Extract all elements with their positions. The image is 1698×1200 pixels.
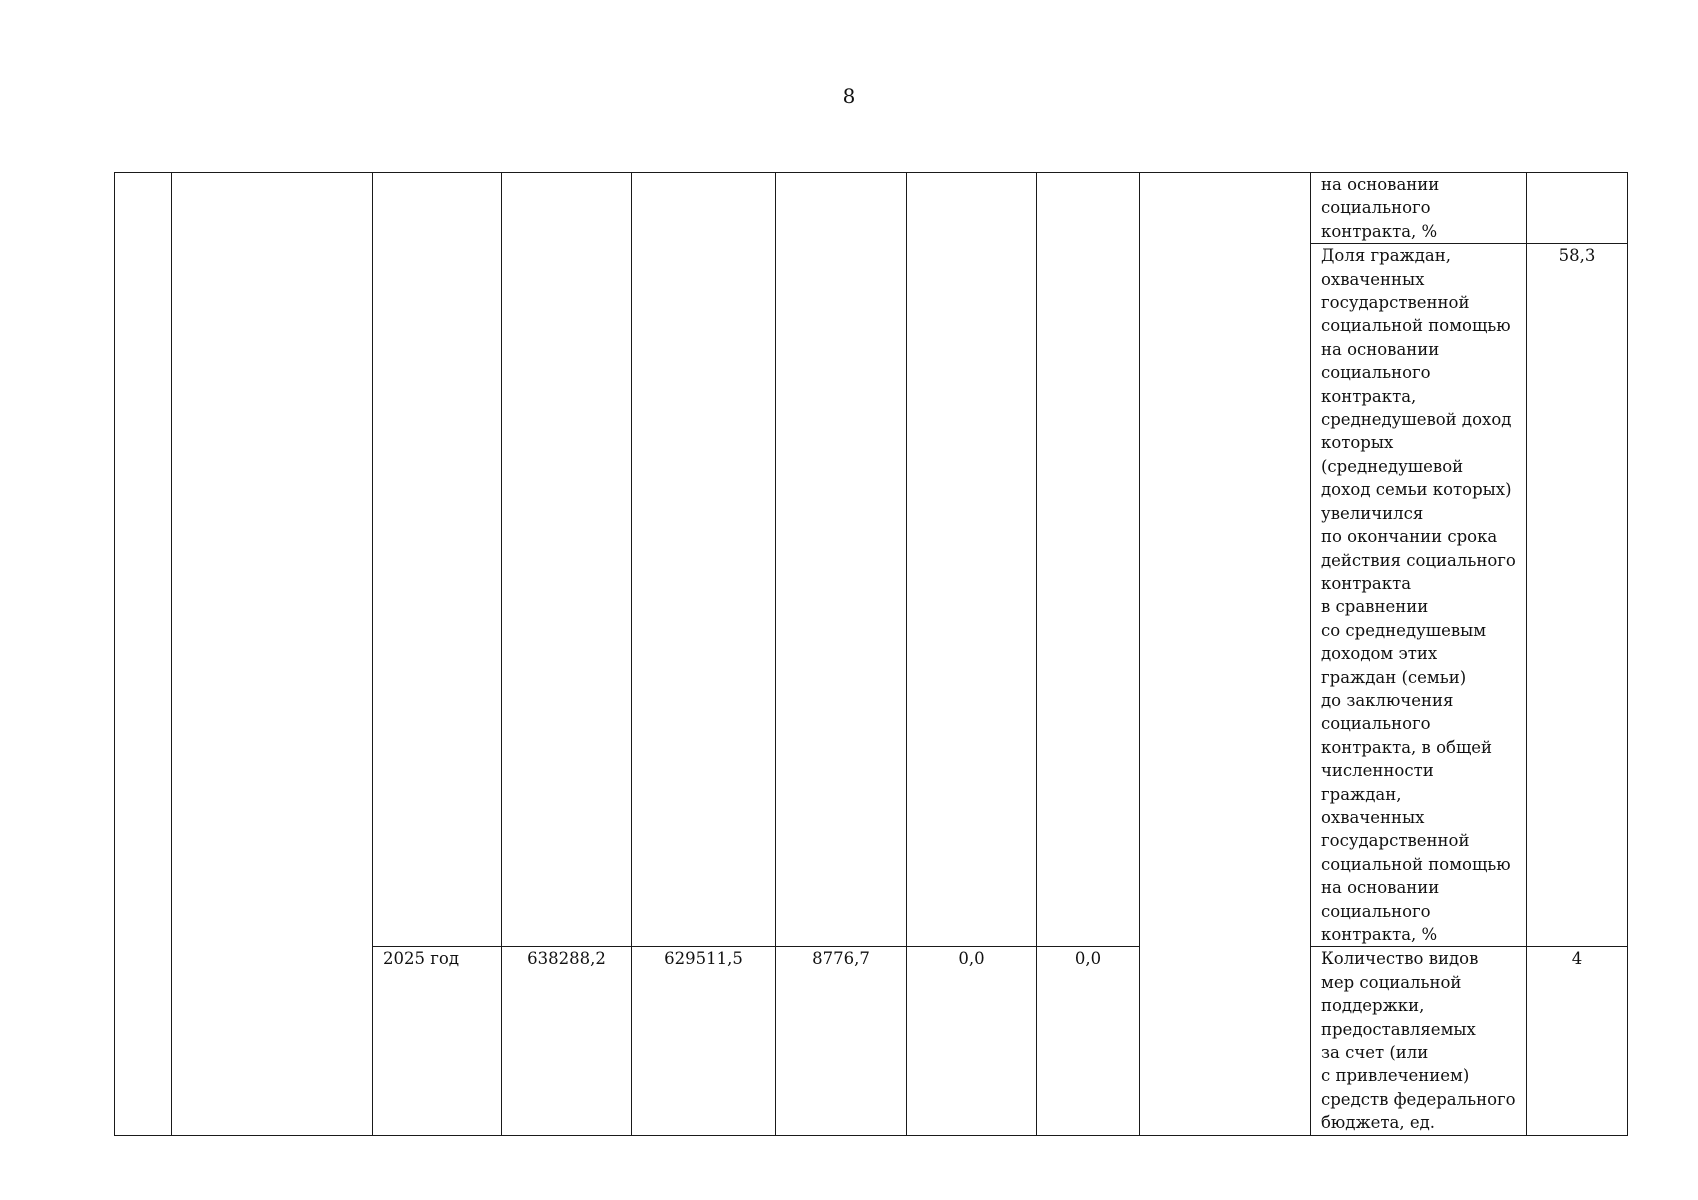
federal-budget-cell bbox=[776, 173, 907, 947]
indicator-name: на основании социального контракта, % bbox=[1321, 175, 1440, 241]
indicator-name-cell bbox=[1311, 244, 1527, 947]
other-sources-value: 0,0 bbox=[1074, 949, 1102, 969]
indicator-name-cell bbox=[1311, 947, 1527, 1135]
indicator-value: 4 bbox=[1571, 949, 1583, 969]
federal-budget-cell bbox=[776, 947, 907, 1135]
indicator-name: Доля граждан, охваченных государственной социальной помощью на основании социального контракта, среднедушевой доход которых (среднедушевой доход семьи которых) увеличился по окончании срока действия социального контракта в сравнении со среднедушевым доходом этих граждан (семьи) до заключения социального контракта, в общей численности граждан, охваченных государственной социальной помощью на основании социального контракта, % bbox=[1321, 246, 1516, 944]
indicator-value-cell bbox=[1527, 244, 1628, 947]
year-label: 2025 год bbox=[383, 949, 459, 969]
responsible-executor-cell bbox=[1140, 173, 1311, 1136]
federal-budget-value: 8776,7 bbox=[812, 949, 870, 969]
total-cell bbox=[502, 947, 632, 1135]
year-cell bbox=[373, 173, 502, 947]
program-table bbox=[114, 172, 1628, 1136]
local-budget-cell bbox=[907, 947, 1037, 1135]
indicator-name-cell bbox=[1311, 173, 1527, 244]
table-row bbox=[115, 173, 1628, 244]
other-sources-cell bbox=[1037, 173, 1140, 947]
regional-budget-cell bbox=[632, 173, 776, 947]
other-sources-cell bbox=[1037, 947, 1140, 1135]
page-number: 8 bbox=[842, 84, 856, 108]
local-budget-cell bbox=[907, 173, 1037, 947]
regional-budget-cell bbox=[632, 947, 776, 1135]
indicator-value-cell bbox=[1527, 947, 1628, 1135]
indicator-name: Количество видов мер социальной поддержки, предоставляемых за счет (или с привлечением) средств федерального бюджета, ед. bbox=[1321, 949, 1516, 1133]
indicator-value: 58,3 bbox=[1558, 246, 1596, 266]
local-budget-value: 0,0 bbox=[958, 949, 985, 969]
task-name-cell bbox=[172, 173, 373, 1136]
number-cell bbox=[115, 173, 172, 1136]
total-value: 638288,2 bbox=[527, 949, 606, 969]
year-cell bbox=[373, 947, 502, 1135]
indicator-value-cell bbox=[1527, 173, 1628, 244]
regional-budget-value: 629511,5 bbox=[664, 949, 743, 969]
total-cell bbox=[502, 173, 632, 947]
